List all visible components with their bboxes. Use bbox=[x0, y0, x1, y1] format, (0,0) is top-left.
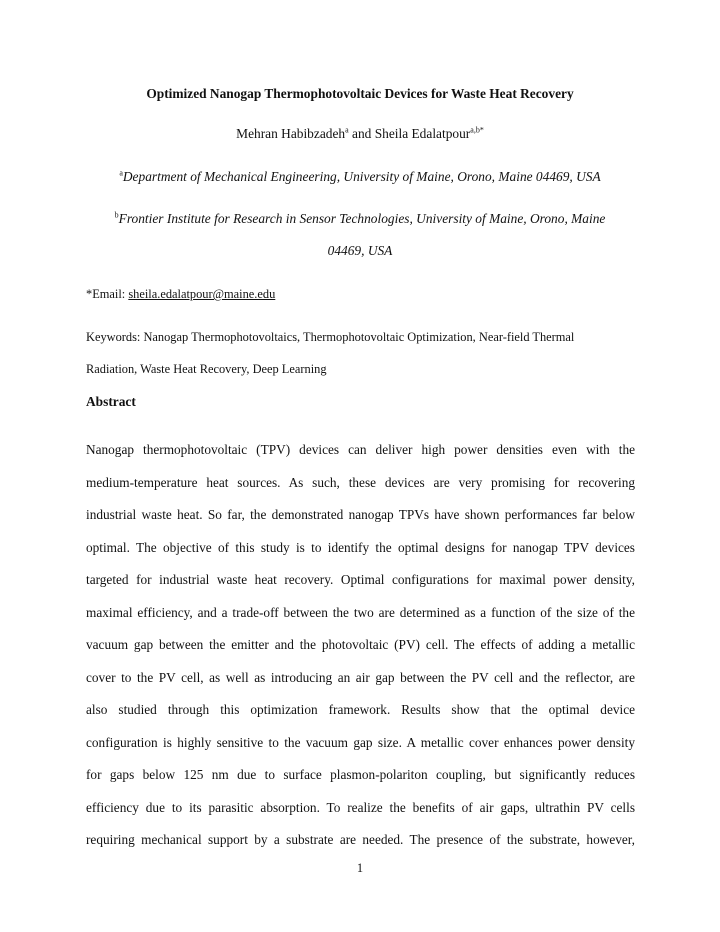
abstract-line: Nanogap thermophotovoltaic (TPV) devices can deliver high power densities even with the bbox=[86, 442, 635, 457]
abstract-line: vacuum gap between the emitter and the photovoltaic (PV) cell. The effects of adding a metallic bbox=[86, 637, 635, 652]
abstract-line: for gaps below 125 nm due to surface plasmon-polariton coupling, but significantly reduces bbox=[86, 767, 635, 782]
email-label: *Email: bbox=[86, 287, 129, 301]
abstract-line: industrial waste heat. So far, the demonstrated nanogap TPVs have shown performances far below bbox=[86, 507, 635, 522]
paper-title: Optimized Nanogap Thermophotovoltaic Devices for Waste Heat Recovery bbox=[146, 86, 574, 101]
author-name: Sheila Edalatpour bbox=[374, 126, 471, 141]
keywords bbox=[86, 321, 646, 385]
affiliation-marker: b bbox=[114, 210, 119, 220]
keywords-line: Keywords: Nanogap Thermophotovoltaics, Thermophotovoltaic Optimization, Near-field Thermal bbox=[86, 330, 575, 344]
affiliation-text: Department of Mechanical Engineering, University of Maine, Orono, Maine 04469, USA bbox=[122, 169, 601, 184]
author-connector: and bbox=[348, 126, 375, 141]
affiliation-text: Frontier Institute for Research in Sensor Technologies, University of Maine, Orono, Maine bbox=[118, 211, 606, 226]
abstract-line: optimal. The objective of this study is to identify the optimal designs for nanogap TPV devices bbox=[86, 539, 635, 555]
abstract-line: efficiency due to its parasitic absorption. To realize the benefits of air gaps, ultrathin PV cells bbox=[86, 799, 635, 815]
affiliation bbox=[0, 210, 720, 228]
author-affiliation-marker: a,b* bbox=[470, 125, 484, 135]
abstract-line: medium-temperature heat sources. As such, these devices are very promising for recovering bbox=[86, 474, 635, 490]
affiliation-continuation: 04469, USA bbox=[327, 243, 393, 258]
author-list bbox=[0, 125, 720, 143]
author-affiliation-marker: a bbox=[345, 125, 349, 135]
abstract-body bbox=[86, 434, 635, 857]
email-link[interactable]: sheila.edalatpour@maine.edu bbox=[128, 287, 276, 301]
abstract-line: cover to the PV cell, as well as introducing an air gap between the PV cell and the reflector, are bbox=[86, 669, 635, 685]
abstract-line: also studied through this optimization framework. Results show that the optimal device bbox=[86, 702, 635, 717]
affiliation bbox=[0, 168, 720, 186]
page-number: 1 bbox=[356, 861, 364, 875]
abstract-line: requiring mechanical support by a substrate are needed. The presence of the substrate, however, bbox=[86, 832, 635, 847]
corresponding-email bbox=[86, 285, 275, 303]
abstract-heading: Abstract bbox=[86, 394, 136, 409]
abstract-line: configuration is highly sensitive to the vacuum gap size. A metallic cover enhances power density bbox=[86, 734, 635, 750]
keywords-line: Radiation, Waste Heat Recovery, Deep Learning bbox=[86, 362, 327, 376]
author-name: Mehran Habibzadeh bbox=[236, 126, 346, 141]
abstract-line: maximal efficiency, and a trade-off between the two are determined as a function of the size of the bbox=[86, 604, 635, 620]
affiliation-marker: a bbox=[119, 168, 123, 178]
abstract-line: targeted for industrial waste heat recovery. Optimal configurations for maximal power density, bbox=[86, 572, 635, 587]
